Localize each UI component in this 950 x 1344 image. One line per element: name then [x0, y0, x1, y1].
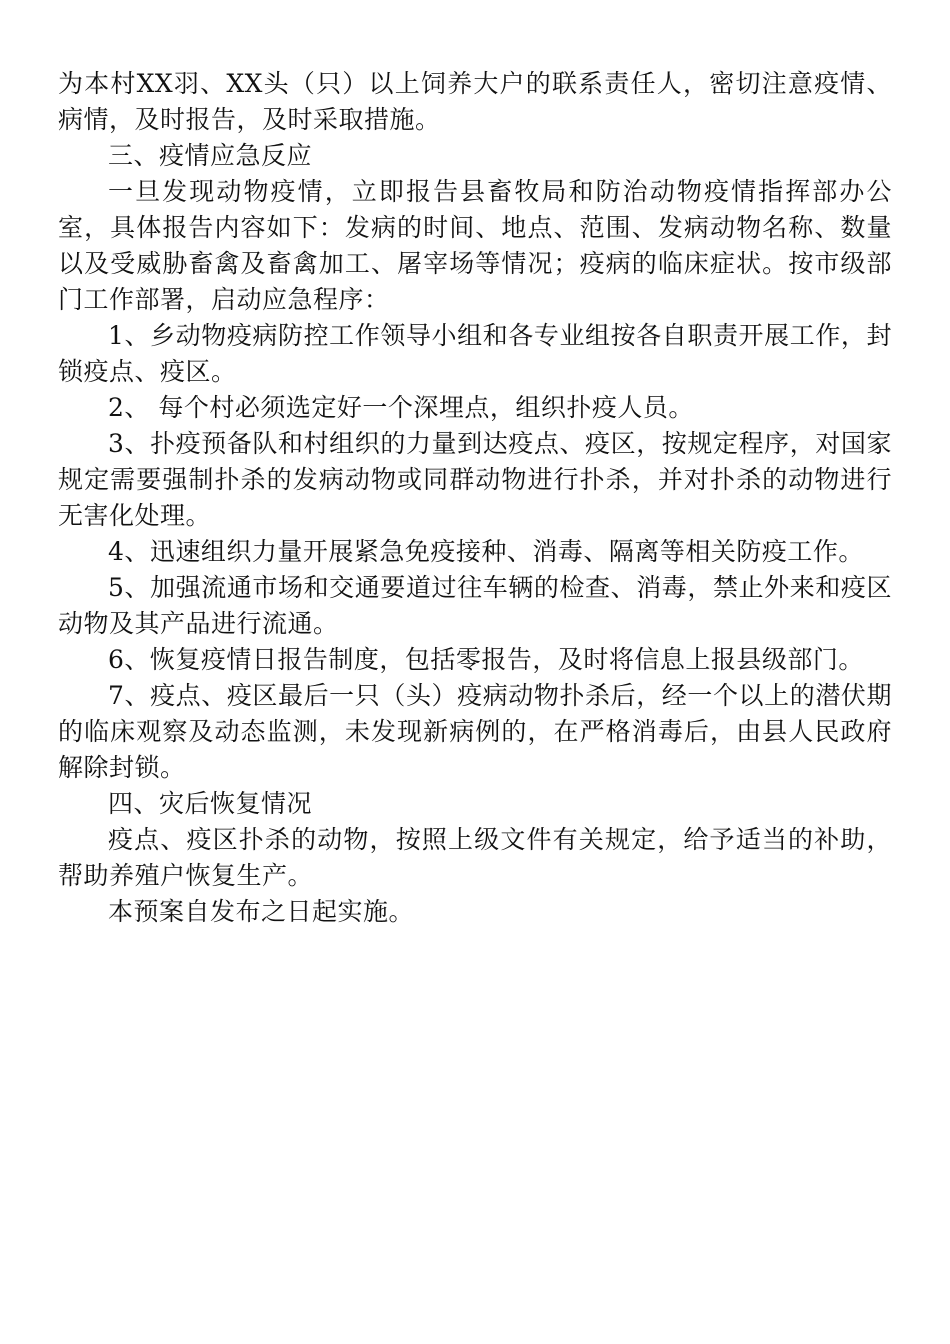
paragraph-compensation: 疫点、疫区扑杀的动物，按照上级文件有关规定，给予适当的补助，帮助养殖户恢复生产。: [58, 825, 892, 890]
document-page: [58, 66, 892, 930]
list-item-2: 2、 每个村必须选定好一个深埋点，组织扑疫人员。: [108, 393, 694, 422]
list-item-5: 5、加强流通市场和交通要道过往车辆的检查、消毒，禁止外来和疫区动物及其产品进行流通。: [58, 573, 892, 638]
paragraph-report-procedure: 一旦发现动物疫情，立即报告县畜牧局和防治动物疫情指挥部办公室，具体报告内容如下：发病的时间、地点、范围、发病动物名称、数量以及受威胁畜禽及畜禽加工、屠宰场等情况；疫病的临床症状。按市级部门工作部署，启动应急程序：: [58, 177, 892, 314]
paragraph-effective-date: 本预案自发布之日起实施。: [108, 897, 415, 926]
list-item-3: 3、扑疫预备队和村组织的力量到达疫点、疫区，按规定程序，对国家规定需要强制扑杀的发病动物或同群动物进行扑杀，并对扑杀的动物进行无害化处理。: [58, 429, 892, 530]
paragraph-continuation: 为本村XX羽、XX头（只）以上饲养大户的联系责任人，密切注意疫情、病情，及时报告，及时采取措施。: [58, 69, 892, 134]
list-item-1: 1、乡动物疫病防控工作领导小组和各专业组按各自职责开展工作，封锁疫点、疫区。: [58, 321, 892, 386]
list-item-4: 4、迅速组织力量开展紧急免疫接种、消毒、隔离等相关防疫工作。: [108, 537, 864, 566]
section-heading-emergency-response: 三、疫情应急反应: [108, 141, 313, 170]
list-item-6: 6、恢复疫情日报告制度，包括零报告，及时将信息上报县级部门。: [108, 645, 864, 674]
section-heading-recovery: 四、灾后恢复情况: [108, 789, 313, 818]
list-item-7: 7、疫点、疫区最后一只（头）疫病动物扑杀后，经一个以上的潜伏期的临床观察及动态监测，未发现新病例的，在严格消毒后，由县人民政府解除封锁。: [58, 681, 892, 782]
